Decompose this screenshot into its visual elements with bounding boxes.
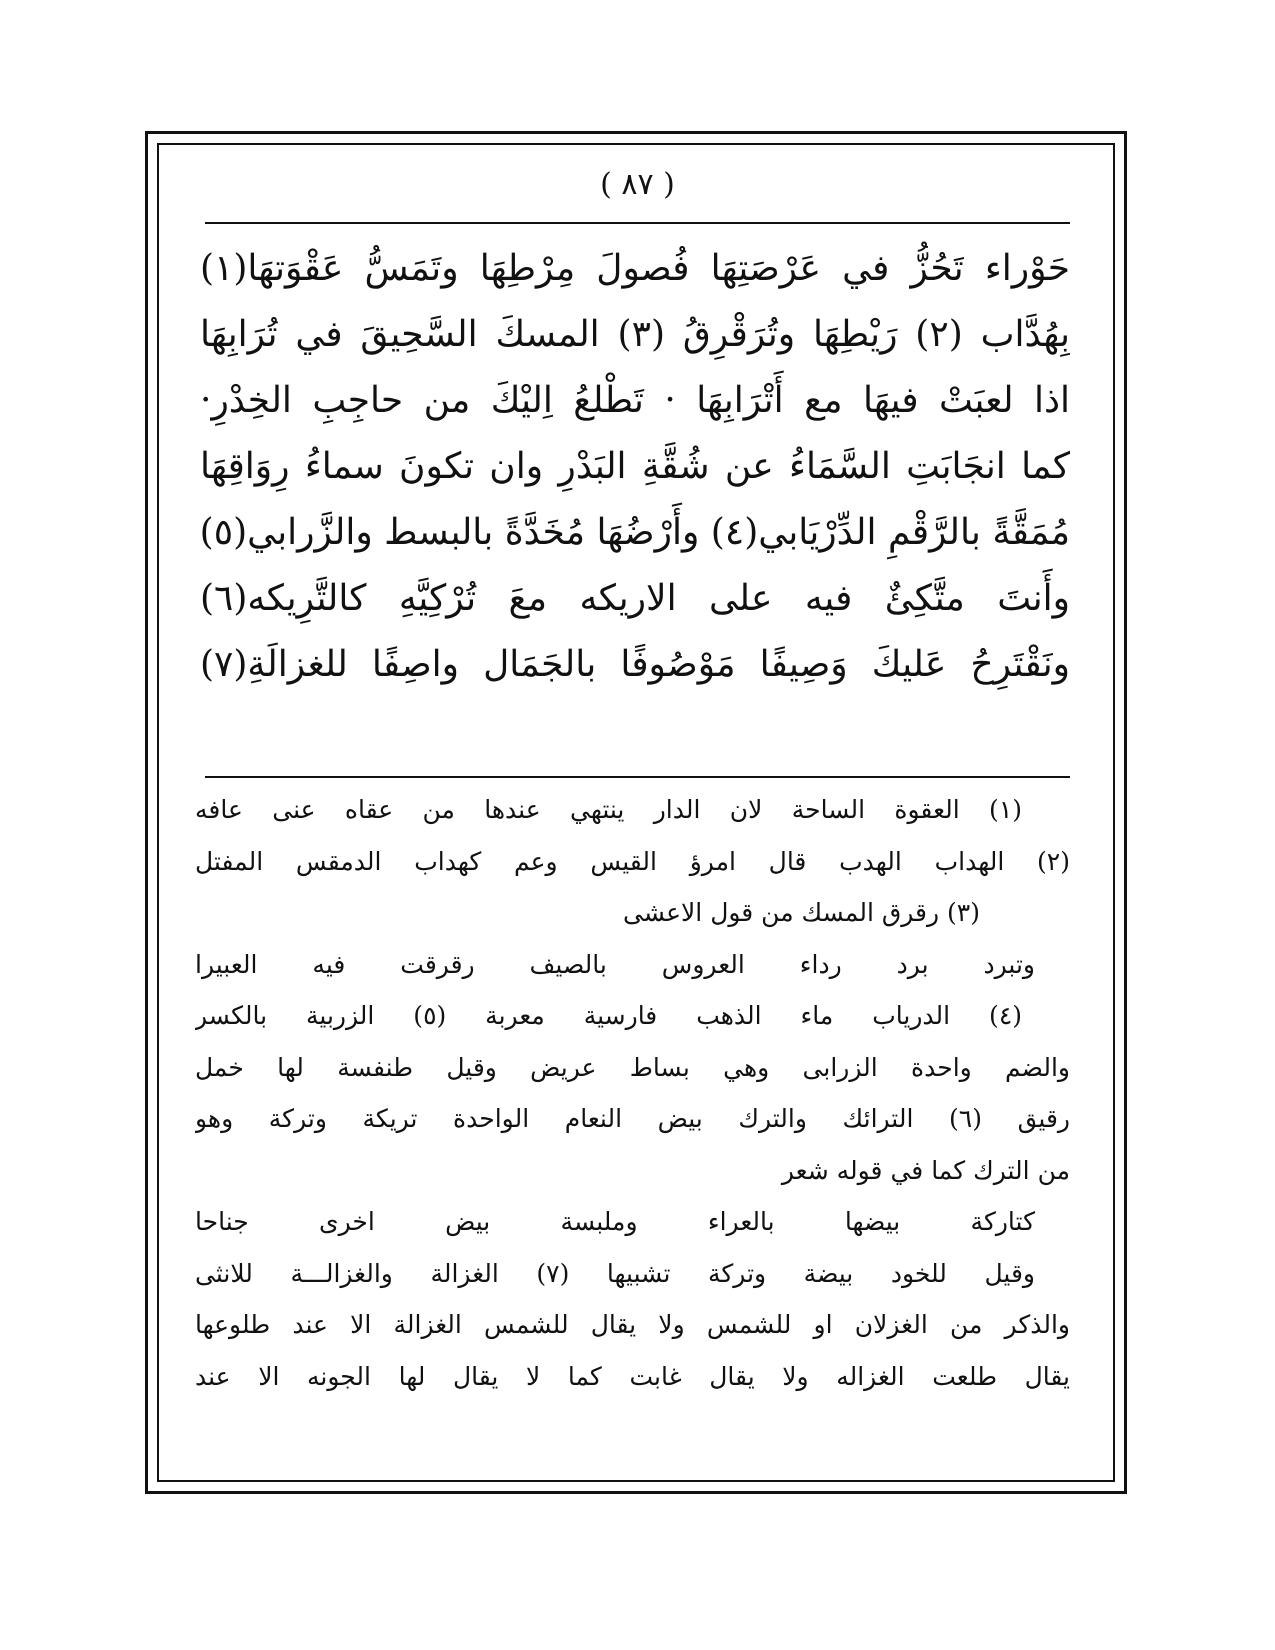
footnote-line: من الترك كما في قوله شعر [781,1155,1070,1185]
footnote-line: رقيق (٦) الترائك والترك بيض النعام الواحدة تريكة وتركة وهو [195,1104,1070,1133]
verse-line: بِهُدَّاب (٢) رَيْطِهَا وتُرَقْرِقُ (٣) المسكَ السَّحِيقَ في تُرَابِهَا [200,314,1070,355]
footnote-rule [205,776,1070,778]
footnote-line: (١) العقوة الساحة لان الدار ينتهي عندها من عقاه عنى عافه [195,795,1023,824]
footnote-line: (٢) الهداب الهدب قال امرؤ القيس وعم كهداب الدمقس المفتل [195,846,1070,876]
verse-line: مُمَقَّةً بالرَّقْمِ الدِّرْيَابي(٤) وأَرْضُهَا مُخَدَّةً بالبسط والزَّرابي(٥) [200,512,1070,553]
footnote-line: والضم واحدة الزرابى وهي بساط عريض وقيل طنفسة لها خمل [195,1052,1070,1082]
verse-line: حَوْراء تَحُزُّ في عَرْصَتِهَا فُصولَ مِرْطِهَا وتَمَسُّ عَقْوَتهَا(١) [200,248,1070,289]
header-rule [205,222,1070,224]
verse-line: وأَنتَ متَّكِئٌ فيه على الاريكه معَ تُرْكِيَّهِ كالتَّرِيكه(٦) [200,578,1070,619]
verse-line: ونَقْتَرِحُ عَليكَ وَصِيفًا مَوْصُوفًا بالجَمَال واصِفًا للغزالَةِ(٧) [200,644,1070,685]
footnote-line: (٣) رقرق المسك من قول الاعشى [622,898,980,927]
footnote-line: (٤) الدرياب ماء الذهب فارسية معربة (٥) الزربية بالكسر [195,1001,1023,1030]
footnote-line: وتبرد برد رداء العروس بالصيف رقرقت فيه العبيرا [195,949,1035,979]
footnote-line: كتاركة بيضها بالعراء وملبسة بيض اخرى جناحا [195,1207,1035,1236]
footnote-line: يقال طلعت الغزاله ولا يقال غابت كما لا يقال لها الجونه الا عند [195,1361,1070,1391]
page-number: ( ٨٧ ) [600,167,675,202]
verse-line: كما انجَابَتِ السَّمَاءُ عن شُقَّةِ البَدْرِ وان تكونَ سماءُ رِوَاقِهَا [200,446,1070,487]
verse-line: اذا لعبَتْ فيهَا مع أَتْرَابِهَا · تَطْلعُ اِليْكَ من حاجِبِ الخِدْرِ· [200,380,1070,421]
footnotes-block [195,784,1070,1402]
footnote-line: والذكر من الغزلان او للشمس ولا يقال للشمس الغزالة الا عند طلوعها [195,1310,1070,1339]
verse-block [200,236,1070,698]
footnote-line: وقيل للخود بيضة وتركة تشبيها (٧) الغزالة والغزالـــة للانثى [195,1258,1035,1288]
